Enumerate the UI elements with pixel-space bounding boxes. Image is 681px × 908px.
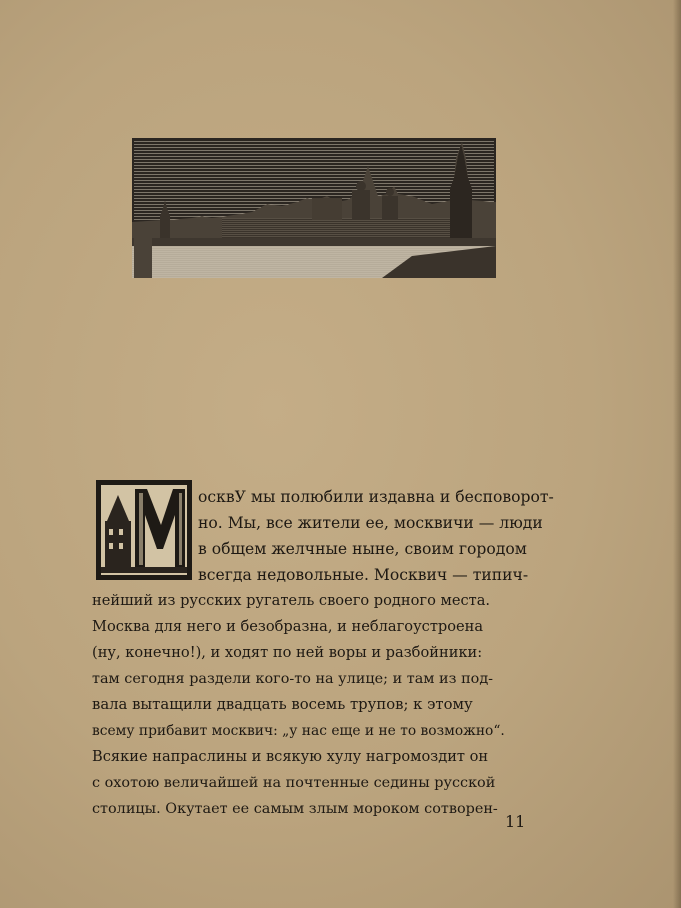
text-line-12: с охотою величайшей на почтенные седины русской [92,775,496,791]
text-line-13: столицы. Окутает ее самым злым мороком сотворен- [92,801,498,817]
text-line-2: но. Мы, все жители ее, москвичи — люди [198,514,543,532]
text-line-10: всему прибавит москвич: „у нас еще и не то возможно“. [92,723,505,739]
kremlin-engraving-image [132,138,496,278]
drop-cap-initial [96,480,192,580]
kremlin-engraving-illustration [132,138,496,278]
text-line-6: Москва для него и безобразна, и неблагоустроена [92,618,484,635]
page-edge-shadow [673,0,681,908]
text-line-3: в общем желчные ныне, своим городом [198,540,527,558]
text-line-11: Всякие напраслины и всякую хулу нагромоздит он [92,748,489,765]
text-line-7: (ну, конечно!), и ходят по ней воры и разбойники: [92,644,483,661]
drop-cap-m-image [97,481,191,579]
text-line-5: нейший из русских ругатель своего родного места. [92,592,491,609]
page-number: 11 [505,812,526,831]
text-line-9: вала вытащили двадцать восемь трупов; к этому [92,696,473,713]
text-line-8: там сегодня раздели кого-то на улице; и там из под- [92,671,494,687]
text-line-1: осквУ мы полюбили издавна и бесповорот- [198,488,554,506]
text-line-4: всегда недовольные. Москвич — типич- [198,566,529,584]
